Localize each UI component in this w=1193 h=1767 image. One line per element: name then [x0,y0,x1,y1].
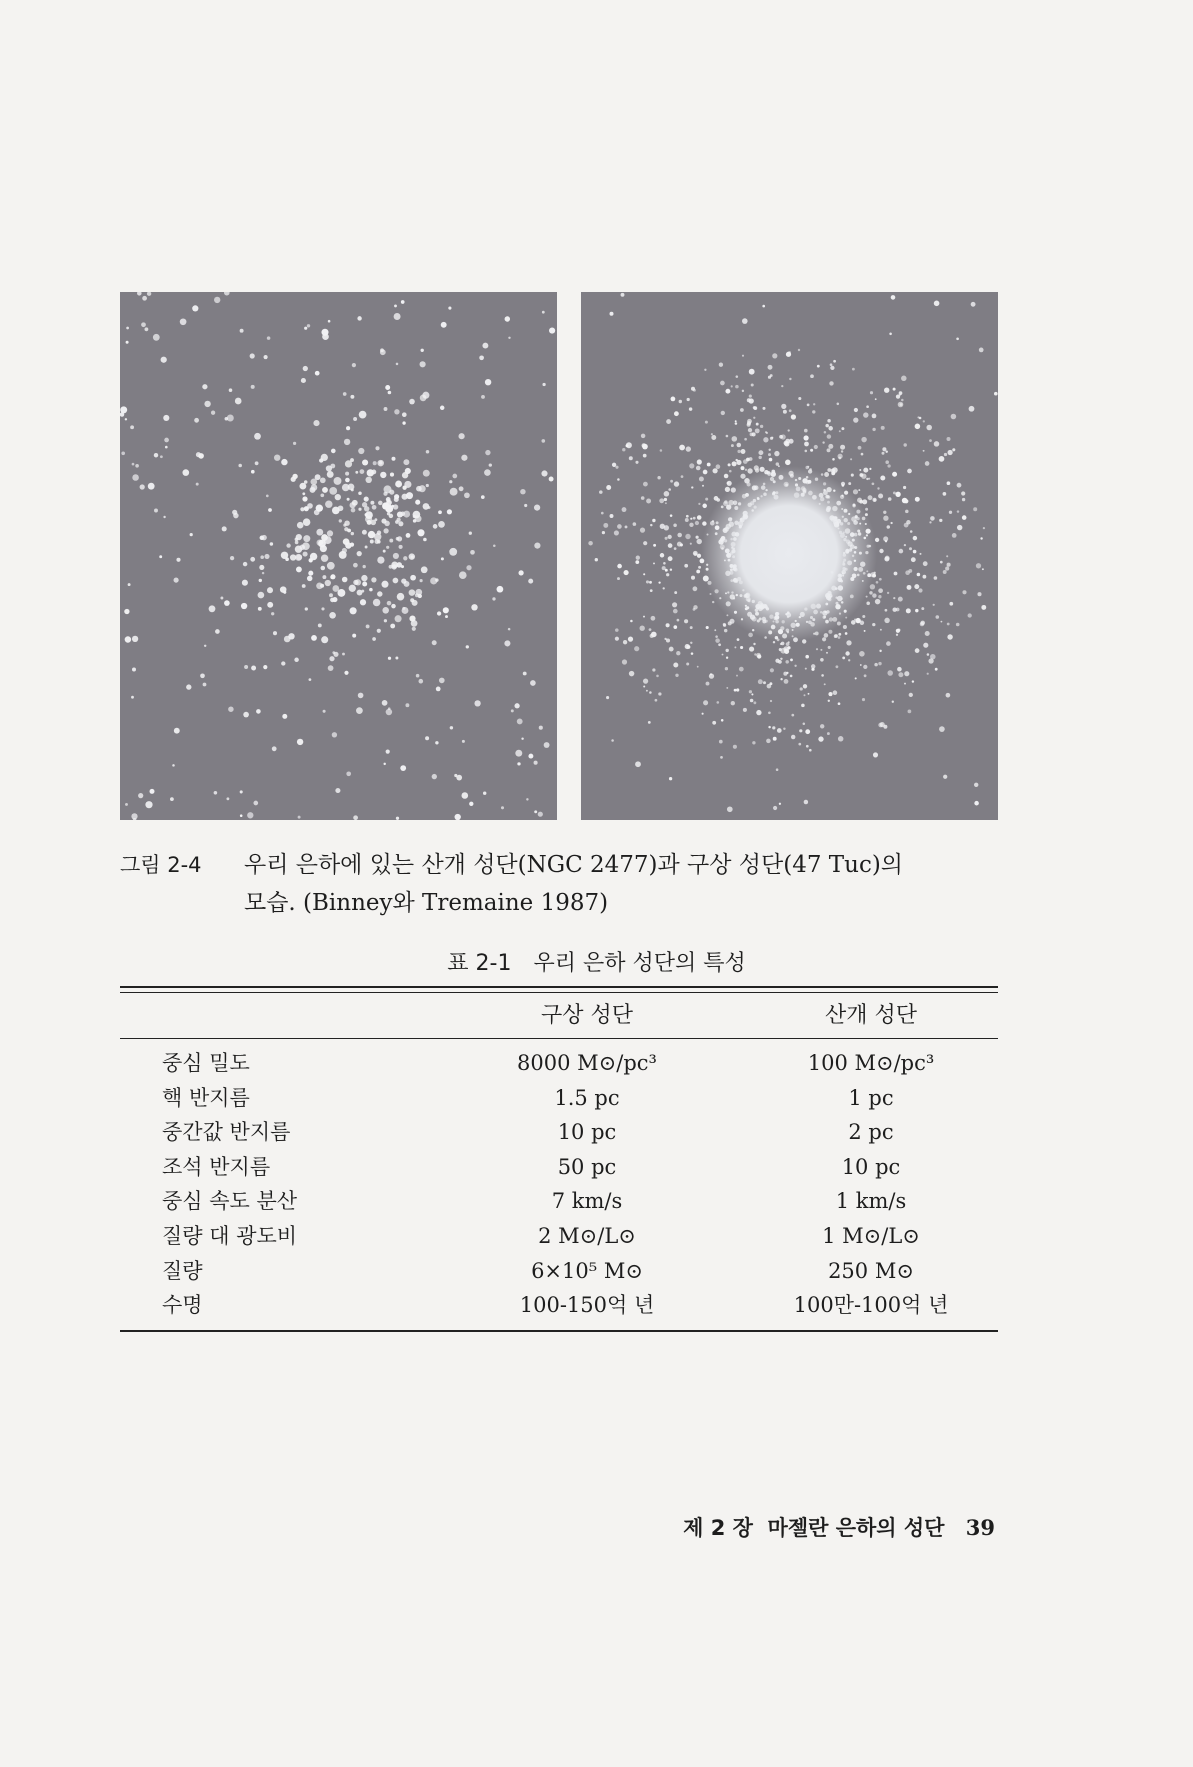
table-top-rule-thin [120,992,998,993]
open-value: 250 M⊙ [828,1258,914,1283]
open-value: 1 pc [848,1085,894,1110]
column-header-globular: 구상 성단 [540,1003,633,1028]
open-value: 2 pc [848,1120,894,1145]
row-label: 수명 [162,1293,203,1318]
running-footer [683,1512,995,1542]
globular-value: 8000 M⊙/pc³ [517,1051,657,1075]
table-title-text: 우리 은하 성단의 특성 [533,951,746,976]
globular-value: 50 pc [557,1154,617,1179]
table-row [120,1150,998,1185]
figure-caption [120,846,1000,922]
caption-line-1: 우리 은하에 있는 산개 성단(NGC 2477)과 구상 성단(47 Tuc)의 [244,852,904,878]
page-number: 39 [965,1515,995,1540]
globular-value: 10 pc [557,1120,617,1145]
open-value: 100 M⊙/pc³ [807,1051,935,1075]
row-label: 질량 대 광도비 [162,1223,298,1248]
figure-label: 그림 2-4 [120,853,202,877]
globular-value: 100-150억 년 [519,1293,655,1318]
chapter-title: 제 2 장 마젤란 은하의 성단 [683,1516,945,1540]
table-row [120,1184,998,1219]
table-body [120,1046,998,1323]
table-row [120,1081,998,1116]
row-label: 조석 반지름 [162,1154,271,1179]
open-value: 100만-100억 년 [793,1293,949,1318]
table-title [0,946,1193,977]
table-row [120,1288,998,1323]
row-label: 중심 밀도 [162,1051,250,1075]
table-header-rule [120,1038,998,1039]
globular-value: 2 M⊙/L⊙ [538,1223,636,1248]
table-row [120,1254,998,1289]
table-row [120,1115,998,1150]
table-row [120,1219,998,1254]
open-cluster-image [120,292,557,820]
open-value: 1 km/s [835,1189,907,1214]
table-label: 표 2-1 [447,951,512,976]
table-bottom-rule [120,1330,998,1332]
column-header-open: 산개 성단 [824,1003,917,1028]
globular-cluster-image [581,292,998,820]
row-label: 질량 [162,1258,203,1283]
globular-value: 1.5 pc [554,1085,620,1110]
caption-line-2: 모습. (Binney와 Tremaine 1987) [244,890,609,916]
open-cluster-photo [120,292,557,820]
globular-value: 6×10⁵ M⊙ [531,1258,643,1283]
figure-2-4 [120,292,998,820]
globular-value: 7 km/s [551,1189,623,1214]
open-value: 10 pc [841,1154,901,1179]
globular-cluster-photo [581,292,998,820]
table-row [120,1046,998,1081]
open-value: 1 M⊙/L⊙ [822,1223,920,1248]
row-label: 중간값 반지름 [162,1120,291,1145]
row-label: 중심 속도 분산 [162,1189,298,1214]
row-label: 핵 반지름 [162,1085,250,1110]
table-top-rule [120,986,998,988]
